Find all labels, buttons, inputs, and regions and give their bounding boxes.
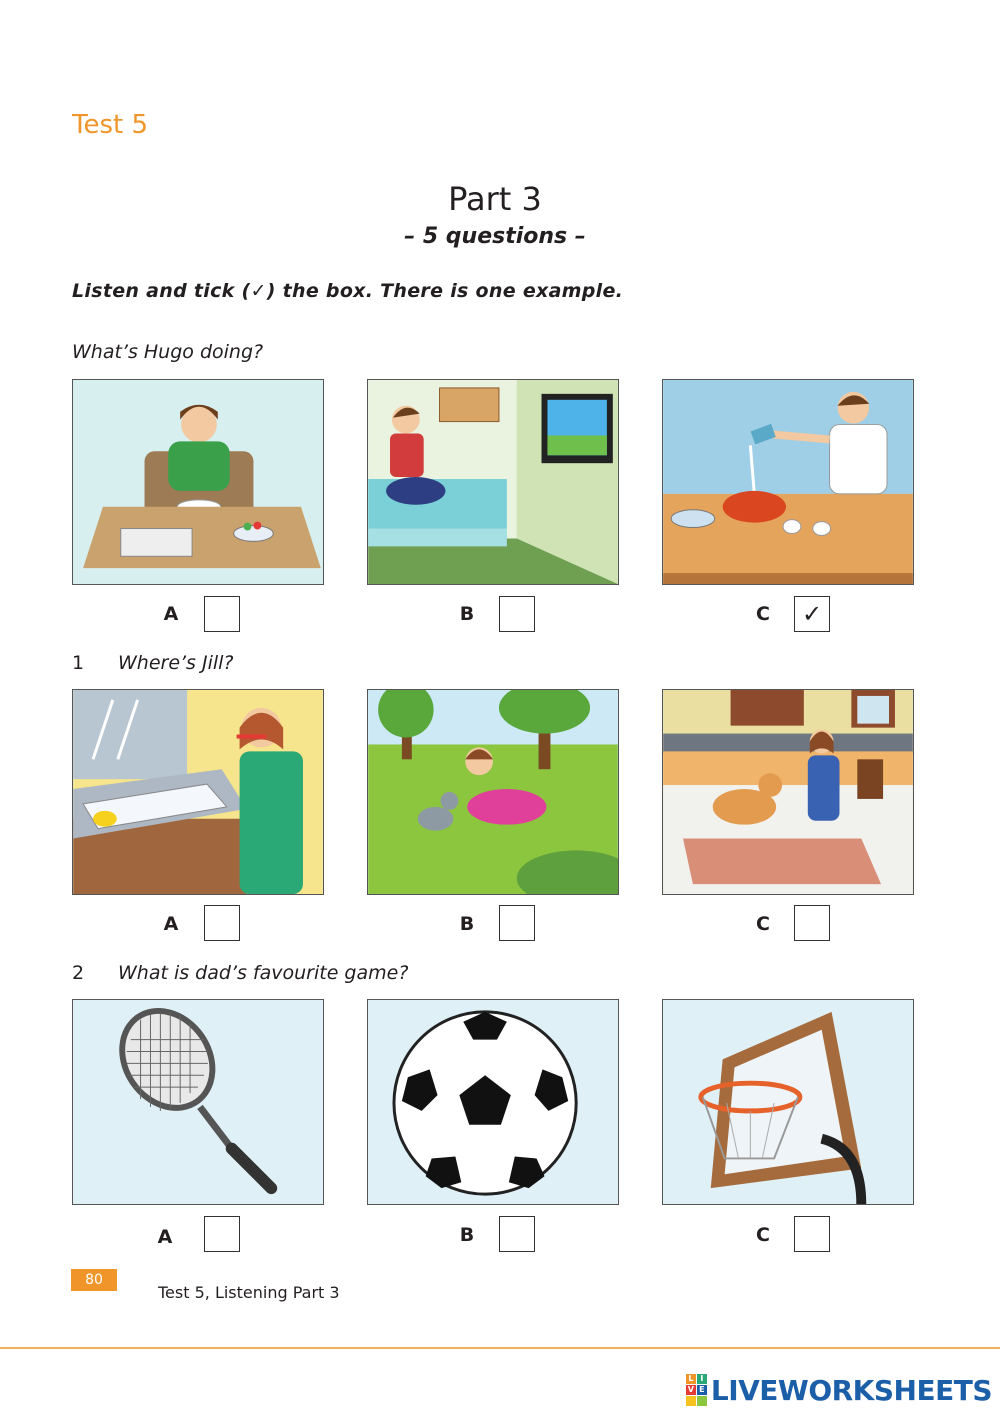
example-question [72, 341, 263, 363]
question-number: 2 [72, 962, 85, 984]
option-letter: C [756, 1224, 770, 1246]
football-icon [368, 1000, 618, 1204]
option-letter: A [163, 603, 179, 625]
tickbox-1-b[interactable] [499, 905, 535, 941]
tickbox-1-c[interactable] [794, 905, 830, 941]
question-1 [72, 652, 234, 674]
picture-example-b [367, 379, 619, 585]
tickbox-2-c[interactable] [794, 1216, 830, 1252]
picture-2-a [72, 999, 324, 1205]
picture-example-a [72, 379, 324, 585]
picture-2-b [367, 999, 619, 1205]
option-letter: B [459, 1224, 475, 1246]
page-number: 80 [71, 1269, 117, 1291]
option-letter: A [157, 1226, 173, 1248]
picture-example-c [662, 379, 914, 585]
brand-logo[interactable] [686, 1373, 992, 1407]
question-text: Where’s Jill? [118, 652, 234, 674]
tennis-racket-icon [73, 1000, 323, 1204]
picture-1-c [662, 689, 914, 895]
option-letter: B [459, 603, 475, 625]
girl-kitchen-dog-illustration [663, 690, 913, 894]
brand-mark-icon: L I V E [686, 1374, 707, 1406]
boy-eating-illustration [73, 380, 323, 584]
option-letter: A [163, 913, 179, 935]
footer-label: Test 5, Listening Part 3 [158, 1283, 340, 1302]
tickbox-1-a[interactable] [204, 905, 240, 941]
question-2 [72, 962, 408, 984]
picture-2-c [662, 999, 914, 1205]
test-title: Test 5 [72, 110, 149, 140]
part-title: Part 3 [448, 180, 542, 218]
question-text: What’s Hugo doing? [72, 341, 264, 363]
option-letter: B [459, 913, 475, 935]
question-number: 1 [72, 652, 85, 674]
part-subtitle: – 5 questions – [404, 224, 586, 249]
picture-1-b [367, 689, 619, 895]
option-letter: C [756, 603, 770, 625]
tickbox-example-c[interactable]: ✓ [794, 596, 830, 632]
basketball-hoop-icon [663, 1000, 913, 1204]
tickbox-2-a[interactable] [204, 1216, 240, 1252]
girl-bathroom-illustration [73, 690, 323, 894]
boy-watching-tv-illustration [368, 380, 618, 584]
tickbox-example-a[interactable] [204, 596, 240, 632]
brand-name: LIVEWORKSHEETS [710, 1373, 992, 1407]
girl-garden-illustration [368, 690, 618, 894]
picture-1-a [72, 689, 324, 895]
option-letter: C [756, 913, 770, 935]
instruction: Listen and tick (✓) the box. There is one example. [72, 280, 624, 302]
boy-cooking-illustration [663, 380, 913, 584]
footer-divider [0, 1347, 1000, 1349]
question-text: What is dad’s favourite game? [118, 962, 409, 984]
tickbox-2-b[interactable] [499, 1216, 535, 1252]
tickbox-example-b[interactable] [499, 596, 535, 632]
